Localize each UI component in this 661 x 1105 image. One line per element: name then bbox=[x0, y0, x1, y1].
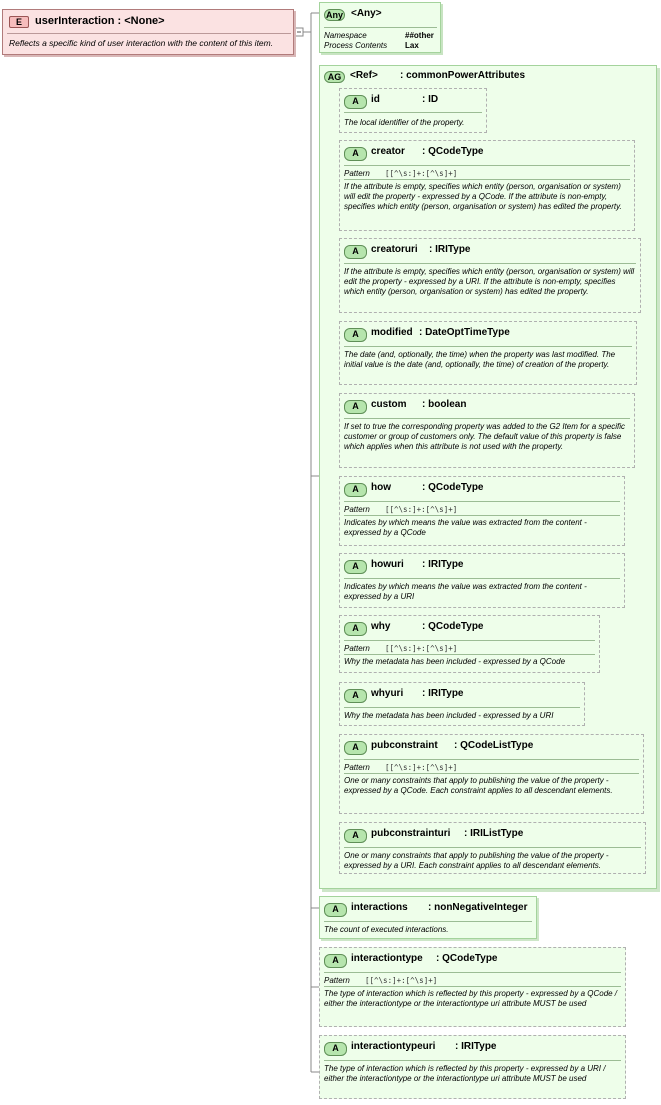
attribute-type: : QCodeListType bbox=[454, 740, 534, 751]
attribute-doc: One or many constraints that apply to publishing the value of the property - expressed by a QCode. Each constraint applies to all descendant elements. bbox=[344, 776, 613, 796]
attribute-group-badge: AG bbox=[324, 71, 345, 83]
attribute-name: interactiontype bbox=[351, 953, 423, 964]
attribute-doc: The local identifier of the property. bbox=[344, 118, 465, 127]
attribute-divider bbox=[344, 346, 632, 347]
attribute-doc: Indicates by which means the value was extracted from the content - expressed by a URI bbox=[344, 582, 587, 602]
attribute-divider bbox=[344, 418, 630, 419]
attribute-divider bbox=[344, 578, 620, 579]
attribute-badge: A bbox=[324, 903, 347, 917]
attribute-divider bbox=[344, 263, 636, 264]
attribute-type: : DateOptTimeType bbox=[419, 327, 510, 338]
attribute-type: : nonNegativeInteger bbox=[428, 902, 528, 913]
any-namespace-value: ##other bbox=[405, 31, 434, 40]
attribute-type: : ID bbox=[422, 94, 439, 105]
attribute-creatoruri[interactable] bbox=[339, 238, 641, 313]
attribute-type: : QCodeType bbox=[422, 146, 484, 157]
attribute-type: : QCodeType bbox=[436, 953, 498, 964]
attribute-divider bbox=[324, 921, 532, 922]
any-node[interactable] bbox=[319, 2, 441, 53]
attribute-creator[interactable] bbox=[339, 140, 635, 231]
any-namespace-label: Namespace bbox=[324, 31, 367, 40]
attribute-badge: A bbox=[344, 560, 367, 574]
attribute-name: why bbox=[371, 621, 391, 632]
attribute-divider bbox=[344, 759, 639, 760]
attribute-whyuri[interactable] bbox=[339, 682, 585, 726]
pattern-value: [[^\s:]+:[^\s]+] bbox=[385, 169, 458, 178]
attribute-doc: Indicates by which means the value was extracted from the content - expressed by a QCode bbox=[344, 518, 587, 538]
attribute-divider bbox=[344, 112, 482, 113]
pattern-value: [[^\s:]+:[^\s]+] bbox=[385, 505, 458, 514]
attribute-pubconstraint[interactable] bbox=[339, 734, 644, 814]
attribute-badge: A bbox=[344, 483, 367, 497]
attribute-divider bbox=[344, 165, 630, 166]
attribute-doc: The count of executed interactions. bbox=[324, 925, 449, 934]
attribute-name: howuri bbox=[371, 559, 404, 570]
attribute-doc: If the attribute is empty, specifies which entity (person, organisation or system) will edit the property - expressed by a QCode. If the attribute is non-empty, specifies which entity (person, organisation or system) has edited the property. bbox=[344, 182, 622, 212]
attribute-name: creator bbox=[371, 146, 405, 157]
attribute-badge: A bbox=[344, 829, 367, 843]
attribute-badge: A bbox=[344, 147, 367, 161]
element-badge: E bbox=[9, 16, 29, 28]
attribute-interactiontypeuri[interactable] bbox=[319, 1035, 626, 1099]
attribute-id[interactable] bbox=[339, 88, 487, 133]
attribute-type: : IRIType bbox=[422, 559, 464, 570]
any-process-label: Process Contents bbox=[324, 41, 388, 50]
attribute-badge: A bbox=[344, 95, 367, 109]
any-badge: Any bbox=[325, 10, 343, 20]
attribute-badge: A bbox=[344, 245, 367, 259]
attribute-doc: If set to true the corresponding property was added to the G2 Item for a specific customer or group of customers only. The default value of this property is false which applies when this attribute is not used with the property. bbox=[344, 422, 626, 452]
element-userinteraction[interactable] bbox=[2, 9, 294, 55]
attribute-type: : IRIType bbox=[455, 1041, 497, 1052]
element-doc: Reflects a specific kind of user interaction with the content of this item. bbox=[9, 38, 274, 48]
attribute-divider bbox=[344, 640, 595, 641]
attribute-badge: A bbox=[344, 622, 367, 636]
attribute-interactions[interactable] bbox=[319, 896, 537, 939]
attribute-doc: Why the metadata has been included - expressed by a QCode bbox=[344, 657, 566, 666]
any-title: <Any> bbox=[351, 8, 382, 19]
attribute-name: pubconstraint bbox=[371, 740, 438, 751]
attribute-group-name: : commonPowerAttributes bbox=[400, 70, 526, 81]
attribute-name: id bbox=[371, 94, 380, 105]
pattern-label: Pattern bbox=[344, 763, 370, 772]
attribute-name: custom bbox=[371, 399, 407, 410]
attribute-type: : boolean bbox=[422, 399, 467, 410]
attribute-badge: A bbox=[344, 741, 367, 755]
attribute-type: : QCodeType bbox=[422, 621, 484, 632]
attribute-pubconstrainturi[interactable] bbox=[339, 822, 646, 874]
attribute-badge: A bbox=[344, 689, 367, 703]
attribute-modified[interactable] bbox=[339, 321, 637, 385]
attribute-doc: Why the metadata has been included - expressed by a URI bbox=[344, 711, 554, 720]
attribute-doc: If the attribute is empty, specifies which entity (person, organisation or system) will edit the property - expressed by a URI. If the attribute is non-empty, specifies which entity (person, organisation or system) has edited the property. bbox=[344, 267, 635, 297]
element-title: userInteraction : <None> bbox=[35, 15, 165, 27]
any-process-value: Lax bbox=[405, 41, 419, 50]
attribute-howuri[interactable] bbox=[339, 553, 625, 608]
attribute-type: : QCodeType bbox=[422, 482, 484, 493]
attribute-type: : IRIType bbox=[422, 688, 464, 699]
attribute-doc: The date (and, optionally, the time) when the property was last modified. The initial value is the date (and, optionally, the time) of creation of the property. bbox=[344, 350, 616, 370]
attribute-divider bbox=[344, 707, 580, 708]
attribute-divider bbox=[324, 1060, 621, 1061]
attribute-type: : IRIType bbox=[429, 244, 471, 255]
attribute-divider bbox=[344, 179, 630, 180]
any-divider bbox=[324, 27, 437, 28]
pattern-label: Pattern bbox=[344, 644, 370, 653]
pattern-value: [[^\s:]+:[^\s]+] bbox=[385, 644, 458, 653]
attribute-type: : IRIListType bbox=[464, 828, 524, 839]
attribute-badge: A bbox=[344, 400, 367, 414]
attribute-divider bbox=[344, 773, 639, 774]
element-divider bbox=[7, 33, 291, 34]
attribute-name: creatoruri bbox=[371, 244, 418, 255]
attribute-name: modified bbox=[371, 327, 413, 338]
attribute-divider bbox=[324, 986, 621, 987]
attribute-divider bbox=[344, 847, 641, 848]
attribute-name: pubconstrainturi bbox=[371, 828, 451, 839]
pattern-label: Pattern bbox=[344, 505, 370, 514]
attribute-divider bbox=[344, 501, 620, 502]
attribute-divider bbox=[324, 972, 621, 973]
attribute-badge: A bbox=[344, 328, 367, 342]
attribute-doc: One or many constraints that apply to publishing the value of the property - expressed by a URI. Each constraint applies to all descendant elements. bbox=[344, 851, 609, 871]
pattern-label: Pattern bbox=[324, 976, 350, 985]
attribute-doc: The type of interaction which is reflected by this property - expressed by a URI / either the interactiontype or the interactiontype uri attribute MUST be used bbox=[324, 1064, 606, 1084]
pattern-value: [[^\s:]+:[^\s]+] bbox=[385, 763, 458, 772]
attribute-name: whyuri bbox=[371, 688, 404, 699]
attribute-divider bbox=[344, 654, 595, 655]
attribute-badge: A bbox=[324, 954, 347, 968]
attribute-doc: The type of interaction which is reflected by this property - expressed by a QCode / either the interactiontype or the interactiontype uri attribute MUST be used bbox=[324, 989, 618, 1009]
attribute-how[interactable] bbox=[339, 476, 625, 546]
attribute-group-ref: <Ref> bbox=[350, 70, 378, 81]
attribute-interactiontype[interactable] bbox=[319, 947, 626, 1027]
attribute-divider bbox=[344, 515, 620, 516]
attribute-name: interactiontypeuri bbox=[351, 1041, 436, 1052]
pattern-label: Pattern bbox=[344, 169, 370, 178]
attribute-why[interactable] bbox=[339, 615, 600, 673]
attribute-badge: A bbox=[324, 1042, 347, 1056]
attribute-name: how bbox=[371, 482, 391, 493]
pattern-value: [[^\s:]+:[^\s]+] bbox=[365, 976, 438, 985]
attribute-name: interactions bbox=[351, 902, 408, 913]
attribute-custom[interactable] bbox=[339, 393, 635, 468]
